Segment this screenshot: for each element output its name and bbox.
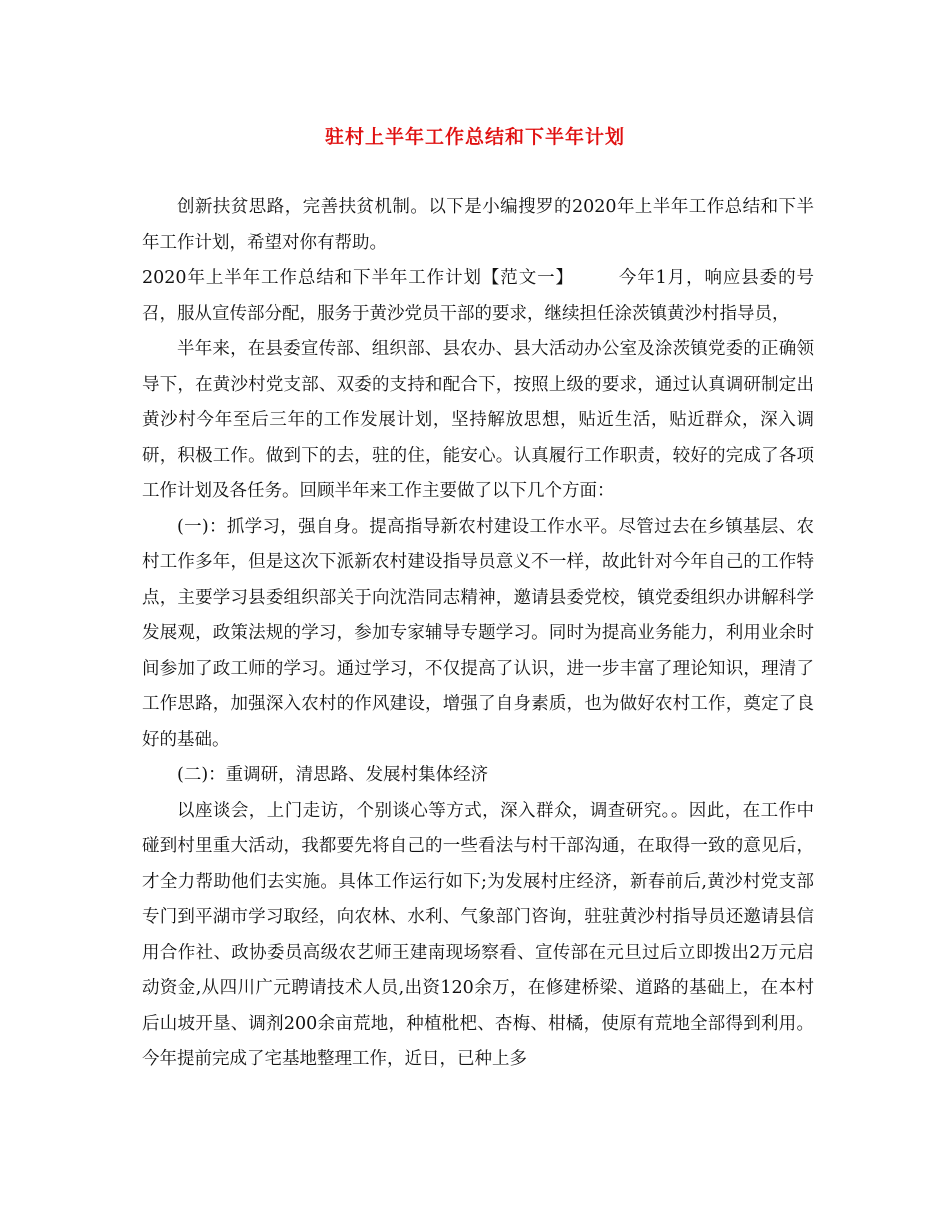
paragraph-section-one: (一)：抓学习，强自身。提高指导新农村建设工作水平。尽管过去在乡镇基层、农村工作多年，但是这次下派新农村建设指导员意义不一样，故此针对今年自己的工作特点，主要学习县委组织部关于向沈浩同志精神，邀请县委党校，镇党委组织办讲解科学发展观，政策法规的学习，参加专家辅导专题学习。同时为提高业务能力，利用业余时间参加了政工师的学习。通过学习，不仅提高了认识，进一步丰富了理论知识，理清了工作思路，加强深入农村的作风建设，增强了自身素质，也为做好农村工作，奠定了良好的基础。 <box>142 516 814 750</box>
paragraph-sample-one <box>142 261 814 332</box>
paragraph-section-two-heading: (二)：重调研，清思路、发展村集体经济 <box>177 765 489 785</box>
paragraph-intro: 创新扶贫思路，完善扶贫机制。以下是小编搜罗的2020年上半年工作总结和下半年工作计划，希望对你有帮助。 <box>142 197 814 253</box>
sample-text: 今年1月，响应县委的号召，服从宣传部分配，服务于黄沙党员干部的要求，继续担任涂茨镇黄沙村指导员， <box>142 268 814 324</box>
sample-heading: 2020年上半年工作总结和下半年工作计划【范文一】 <box>142 268 574 288</box>
paragraph-half-year: 半年来，在县委宣传部、组织部、县农办、县大活动办公室及涂茨镇党委的正确领导下，在黄沙村党支部、双委的支持和配合下，按照上级的要求，通过认真调研制定出黄沙村今年至后三年的工作发展计划，坚持解放思想，贴近生活，贴近群众，深入调研，积极工作。做到下的去，驻的住，能安心。认真履行工作职责，较好的完成了各项工作计划及各任务。回顾半年来工作主要做了以下几个方面： <box>142 339 814 501</box>
document-title: 驻村上半年工作总结和下半年计划 <box>324 126 625 148</box>
paragraph-section-two-body: 以座谈会，上门走访，个别谈心等方式，深入群众，调查研究。。因此，在工作中碰到村里重大活动，我都要先将自己的一些看法与村干部沟通，在取得一致的意见后，才全力帮助他们去实施。具体工作运行如下;为发展村庄经济，新春前后,黄沙村党支部专门到平湖市学习取经，向农林、水利、气象部门咨询，驻驻黄沙村指导员还邀请县信用合作社、政协委员高级农艺师王建南现场察看、宣传部在元旦过后立即拨出2万元启动资金,从四川广元聘请技术人员,出资120余万，在修建桥梁、道路的基础上，在本村后山坡开垦、调剂200余亩荒地，种植枇杷、杏梅、柑橘，使原有荒地全部得到利用。今年提前完成了宅基地整理工作，近日，已种上多 <box>142 800 814 1069</box>
document-body <box>142 190 814 1078</box>
